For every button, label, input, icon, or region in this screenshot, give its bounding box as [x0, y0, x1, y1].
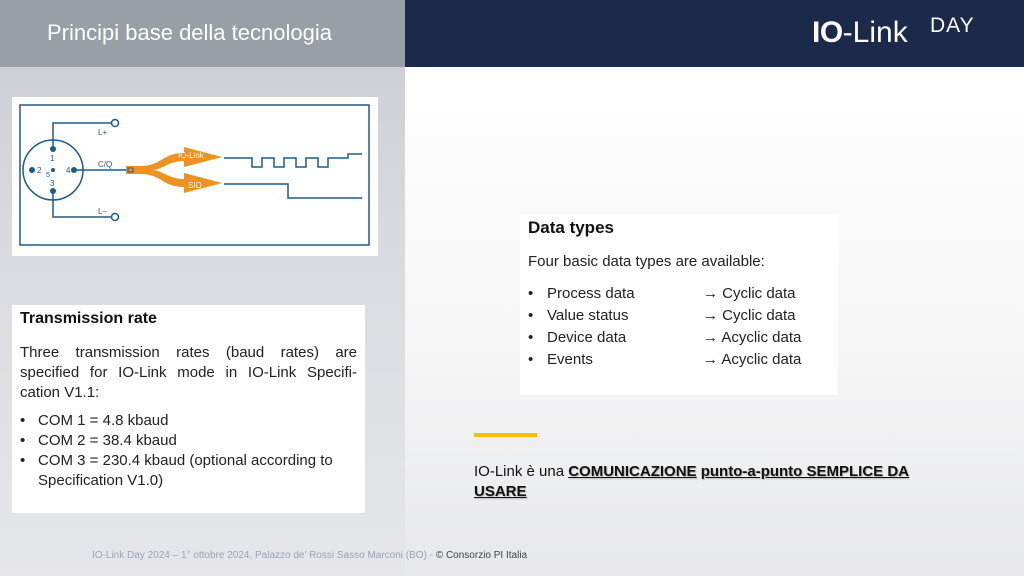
logo-day: DAY	[930, 14, 975, 37]
list-item: • Events → Acyclic data	[528, 349, 830, 371]
list-item: • COM 2 = 38.4 kbaud	[20, 432, 177, 449]
bullet-icon: •	[528, 351, 534, 368]
bullet-icon: •	[20, 452, 26, 469]
transmission-paragraph: Three transmission rates (baud rates) are specified for IO-Link mode in IO-Link Specifi-cation V1.1:	[20, 344, 357, 401]
pin3-label: 3	[50, 179, 55, 188]
side-decoration	[3, 8, 11, 56]
l-plus-terminal	[112, 120, 119, 127]
transmission-list	[20, 411, 357, 491]
pin2-dot	[29, 167, 35, 173]
page-title: Principi base della tecnologia	[47, 20, 332, 45]
diagram-frame	[20, 105, 369, 245]
footer	[92, 550, 527, 561]
bullet-icon: •	[528, 285, 534, 302]
logo-io: IO	[812, 16, 843, 49]
list-item: • Process data → Cyclic data	[528, 283, 830, 305]
footer-copyright: © Consorzio PI Italia	[435, 550, 528, 561]
data-types-heading: Data types	[528, 218, 614, 237]
data-types-list	[528, 283, 830, 371]
cq-label: C/Q	[98, 160, 113, 169]
list-item: • Device data → Acyclic data	[528, 327, 830, 349]
key-statement: IO-Link è una COMUNICAZIONE punto-a-punto SEMPLICE DA USARE	[474, 463, 910, 500]
pin2-label: 2	[37, 166, 42, 175]
accent-line	[474, 433, 537, 437]
l-minus-terminal	[112, 214, 119, 221]
iolink-arrow-label: IO-Link	[178, 151, 204, 160]
pin1-label: 1	[50, 154, 55, 163]
diagram-svg	[12, 97, 378, 256]
bullet-icon: •	[528, 329, 534, 346]
sio-arrow-label: SIO	[188, 181, 202, 190]
l-plus-label: L+	[98, 128, 108, 137]
title-bar	[0, 0, 405, 67]
list-item: • COM 1 = 4.8 kbaud	[20, 412, 169, 429]
statement-emphasis-1: COMUNICAZIONE	[568, 463, 697, 480]
bullet-icon: •	[20, 412, 26, 429]
logo-link: -Link	[842, 16, 908, 49]
transmission-rate-box	[12, 305, 365, 513]
iolink-wiring-diagram	[12, 97, 378, 256]
pin4-label: 4	[66, 166, 71, 175]
list-item: • Value status → Cyclic data	[528, 305, 830, 327]
footer-details: – 1° ottobre 2024, Palazzo de’ Rossi Sasso Marconi (BO) -	[169, 550, 436, 561]
list-item: • COM 3 = 230.4 kbaud (optional according to Specification V1.0)	[20, 452, 333, 489]
iolink-day-logo	[812, 14, 975, 50]
statement-emphasis-2: punto-a-punto SEMPLICE DA USARE	[474, 463, 910, 500]
bullet-icon: •	[20, 432, 26, 449]
pin5-dot	[51, 168, 55, 172]
l-minus-label: L–	[98, 207, 107, 216]
footer-event: IO-Link Day 2024	[92, 550, 170, 561]
sio-waveform	[224, 184, 362, 198]
data-types-box	[520, 214, 838, 395]
pin5-label: 5	[46, 172, 50, 179]
bullet-icon: •	[528, 307, 534, 324]
iolink-waveform	[224, 154, 362, 167]
transmission-heading: Transmission rate	[20, 310, 157, 327]
data-types-paragraph: Four basic data types are available:	[528, 253, 765, 270]
